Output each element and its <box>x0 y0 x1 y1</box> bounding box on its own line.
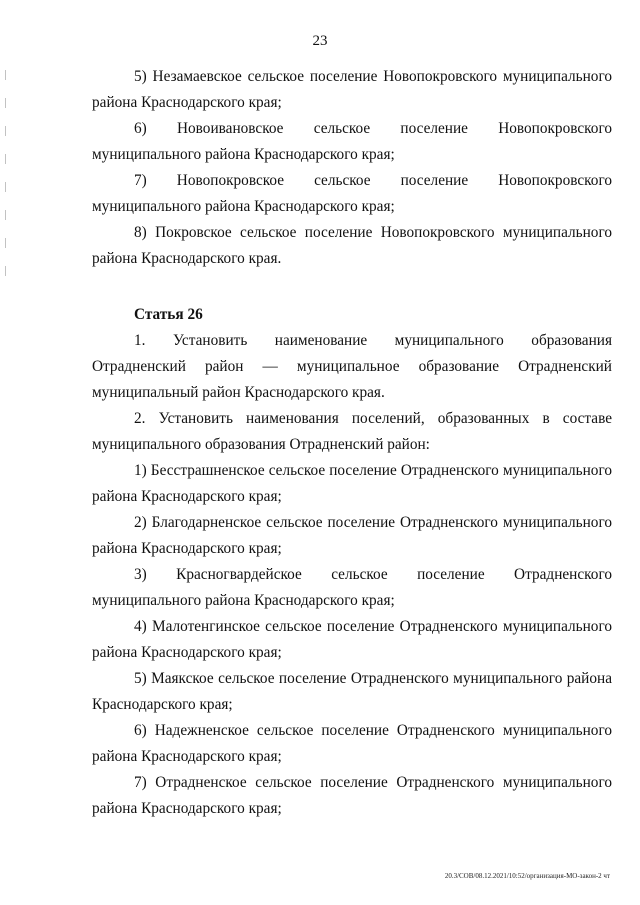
list-item: 5) Незамаевское сельское поселение Новопокровского муниципального района Краснодарского края; <box>92 68 612 111</box>
list-item: 7) Новопокровское сельское поселение Новопокровского муниципального района Краснодарского края; <box>92 172 612 215</box>
list-item: 7) Отрадненское сельское поселение Отрадненского муниципального района Краснодарского края; <box>92 774 612 817</box>
footer-document-code: 20.3/СОВ/08.12.2021/10:52/организация-МО-закон-2 чт <box>444 872 610 880</box>
article-paragraph: 1. Установить наименование муниципального образования Отрадненский район — муниципальное образование Отрадненский муниципальный район Краснодарского края. <box>92 332 612 401</box>
section-gap <box>92 272 612 302</box>
list-item: 4) Малотенгинское сельское поселение Отрадненского муниципального района Краснодарского края; <box>92 618 612 661</box>
page-number: 23 <box>312 33 328 49</box>
list-item: 5) Маякское сельское поселение Отрадненского муниципального района Краснодарского края; <box>92 670 612 713</box>
list-item: 6) Новоивановское сельское поселение Новопокровского муниципального района Краснодарского края; <box>92 120 612 163</box>
list-item: 8) Покровское сельское поселение Новопокровского муниципального района Краснодарского края. <box>92 224 612 267</box>
list-item: 2) Благодарненское сельское поселение Отрадненского муниципального района Краснодарского края; <box>92 514 612 557</box>
list-item: 6) Надежненское сельское поселение Отрадненского муниципального района Краснодарского края; <box>92 722 612 765</box>
article-paragraph: 2. Установить наименования поселений, образованных в составе муниципального образования Отрадненский район: <box>92 410 612 453</box>
list-item: 3) Красногвардейское сельское поселение Отрадненского муниципального района Краснодарского края; <box>92 566 612 609</box>
scan-margin-marks <box>4 70 7 370</box>
list-item: 1) Бесстрашненское сельское поселение Отрадненского муниципального района Краснодарского края; <box>92 462 612 505</box>
article-title: Статья 26 <box>134 306 203 323</box>
document-body <box>92 64 612 822</box>
